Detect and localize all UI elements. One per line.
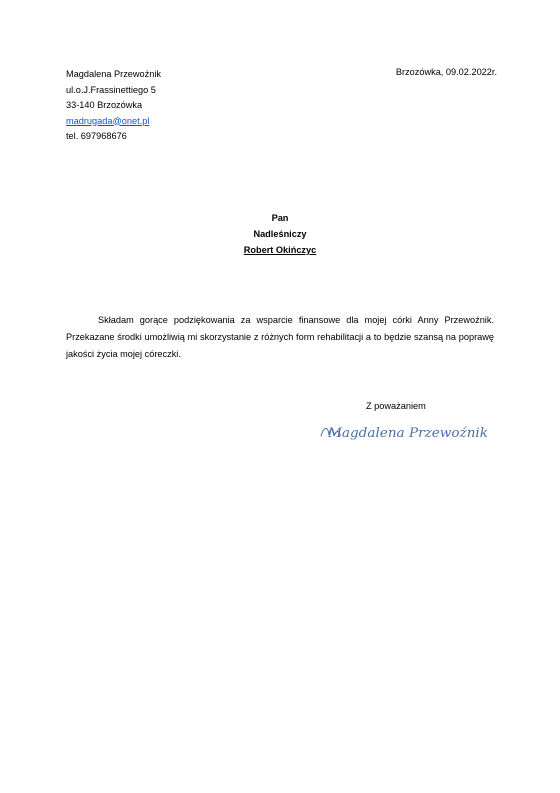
handwritten-signature [318,418,498,446]
sender-city: 33-140 Brzozówka [66,100,143,110]
recipient-block [0,210,560,258]
sender-name: Magdalena Przewoźnik [66,69,161,79]
place-date: Brzozówka, 09.02.2022r. [395,67,497,77]
letter-body-paragraph: Składam gorące podziękowania za wsparcie finansowe dla mojej córki Anny Przewoźnik. Przekazane środki umożliwią mi skorzystanie z różnych form rehabilitacji a to będzie szansą na poprawę jakości życia mojej córeczki. [66,315,494,359]
letter-body [66,312,494,363]
sender-block [66,67,161,145]
sender-phone: tel. 697968676 [66,131,127,141]
closing: Z poważaniem [366,401,426,411]
recipient-salutation: Pan [271,213,289,223]
recipient-name: Robert Okińczyc [243,245,317,255]
svg-text:Magdalena Przewoźnik: Magdalena Przewoźnik [326,426,489,441]
sender-street: ul.o.J.Frassinettiego 5 [66,84,156,95]
recipient-title: Nadleśniczy [253,229,307,239]
sender-email-link[interactable]: madrugada@onet.pl [66,115,150,126]
